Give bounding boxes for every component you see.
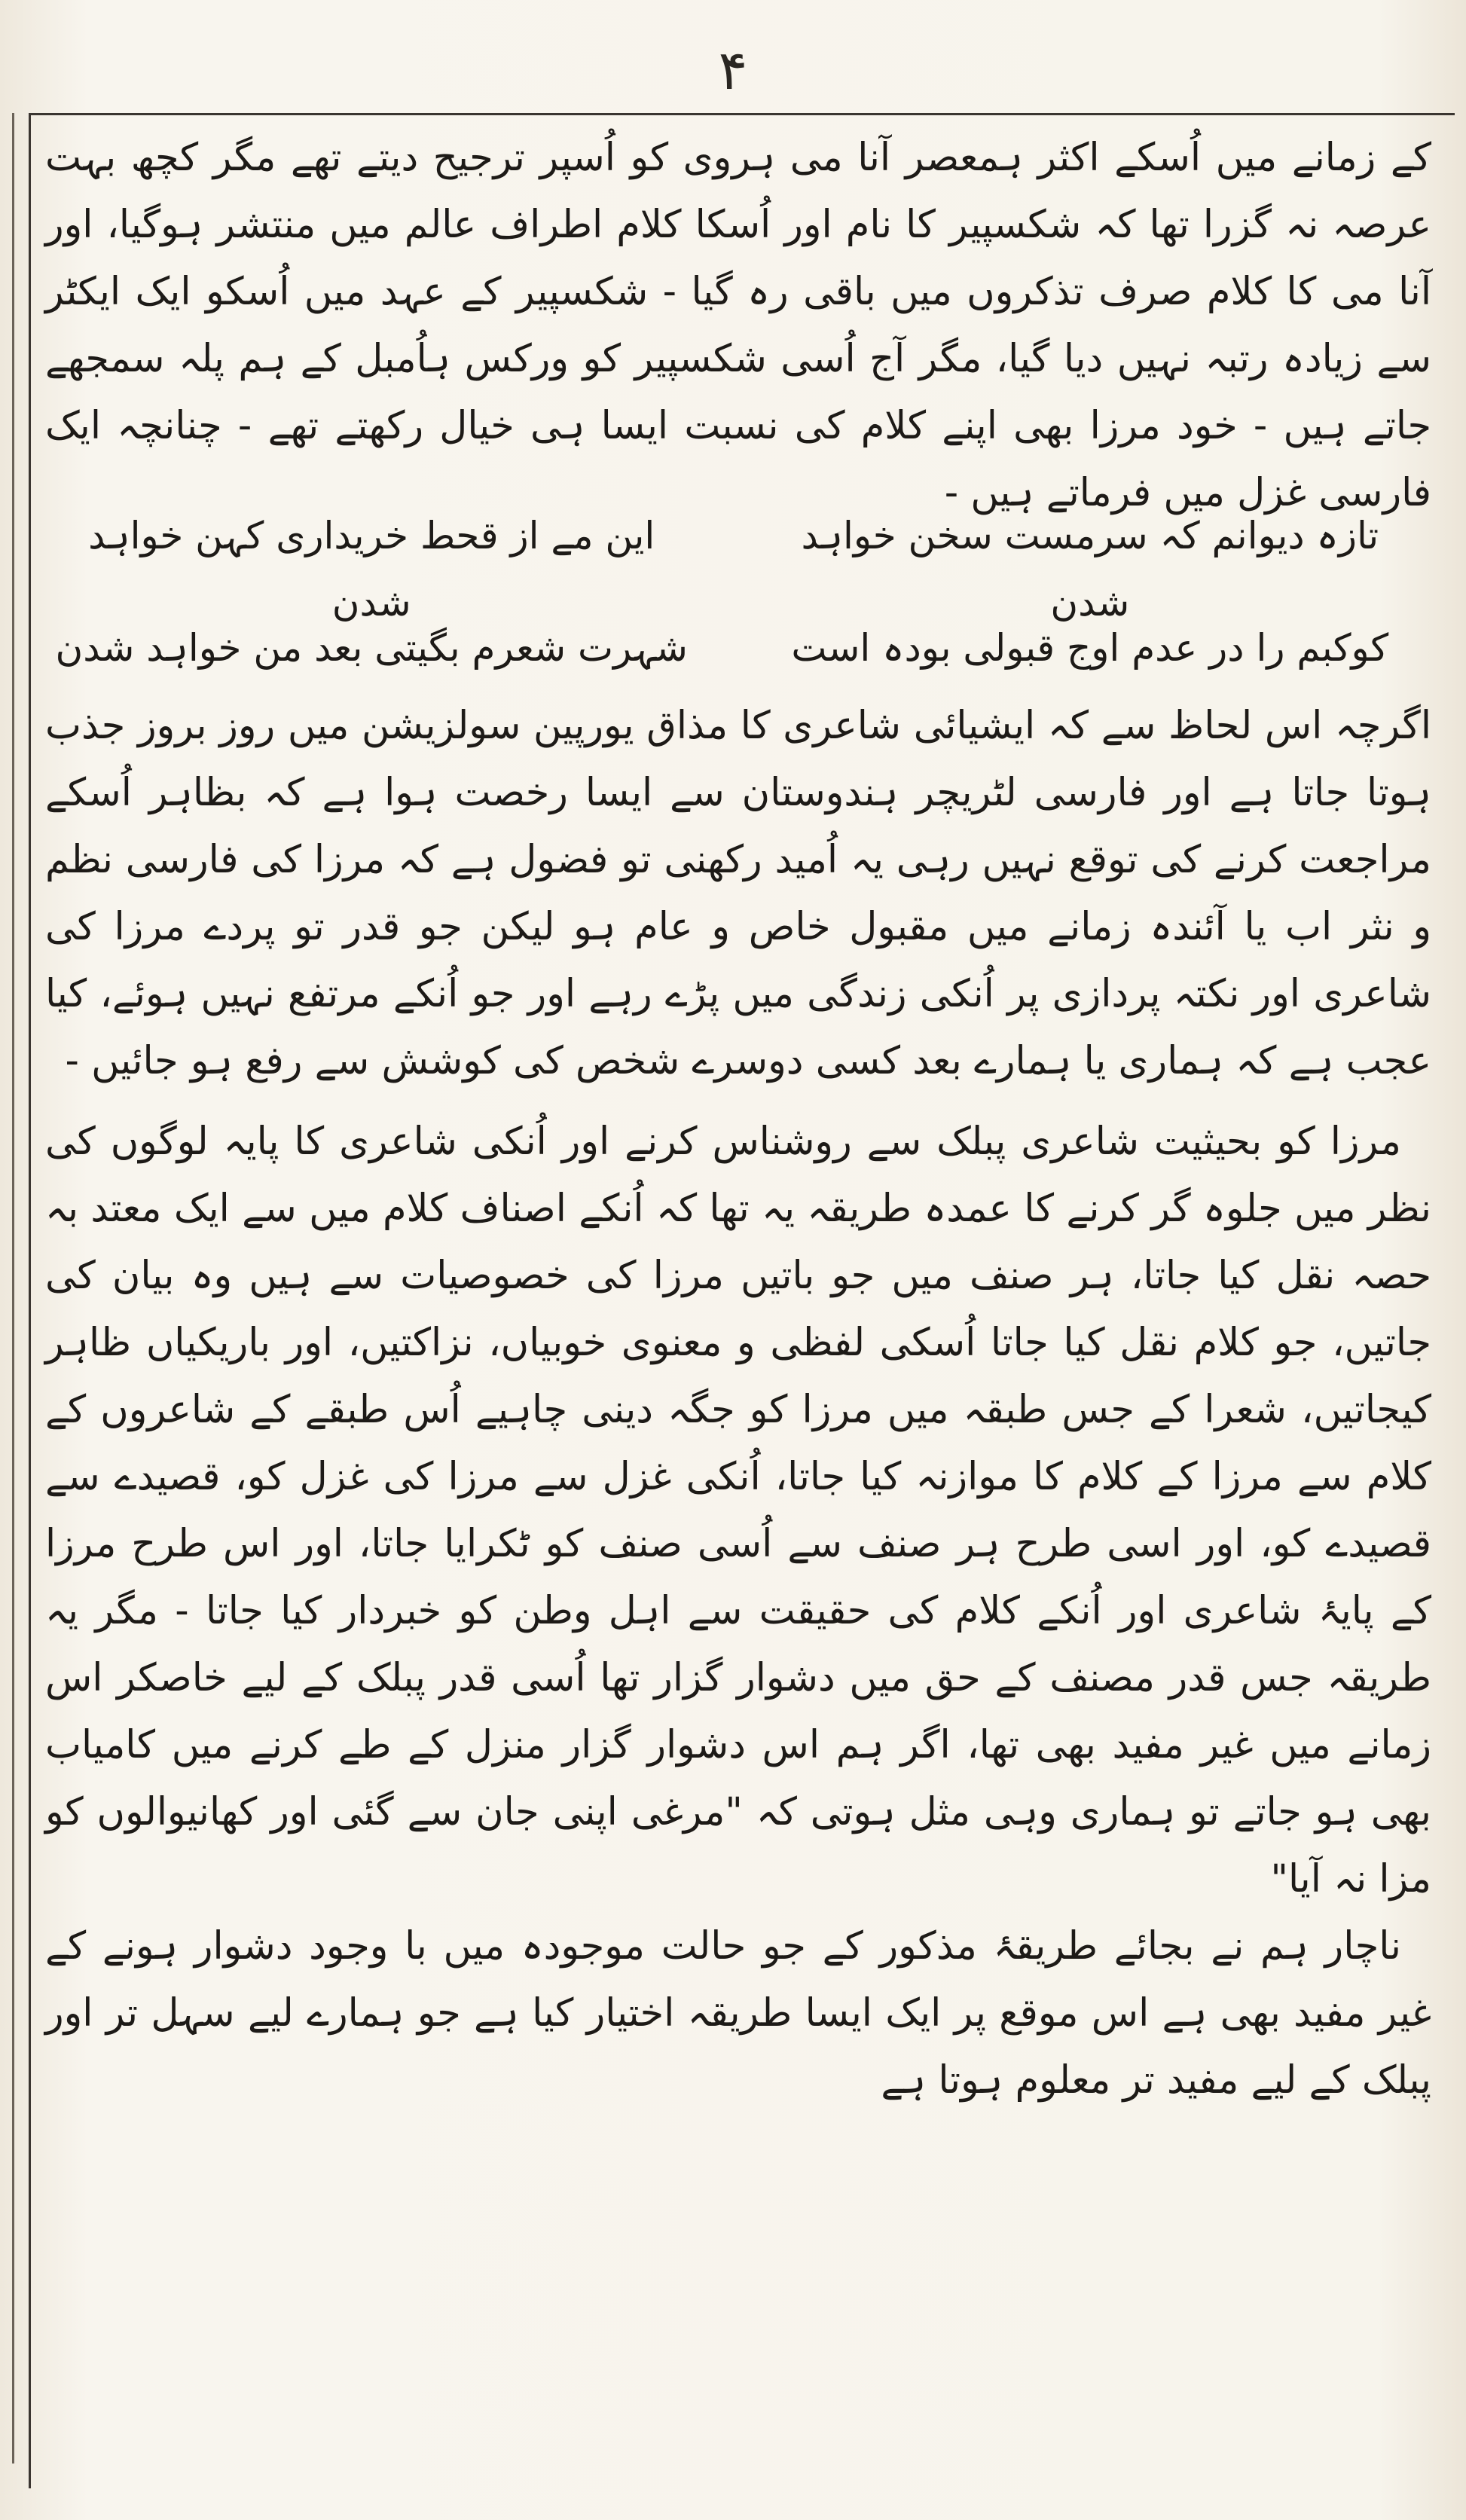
page-number: ۴ <box>718 38 748 102</box>
verse-couplet-1 <box>45 513 1431 625</box>
verse-misra: تازہ دیوانم کہ سرمست سخن خواہد شدن <box>801 513 1379 625</box>
verse-misra: این مے از قحط خریداری کہن خواہد شدن <box>88 513 655 625</box>
page-body <box>45 124 1431 2114</box>
persian-verse <box>45 513 1431 688</box>
verse-couplet-2 <box>45 609 1431 688</box>
paragraph-intro: کے زمانے میں اُسکے اکثر ہمعصر آنا می ہروی کو اُسپر ترجیح دیتے تھے مگر کچھ بہت عرصہ نہ گزرا تھا کہ شکسپیر کا نام اور اُسکا کلام اطراف عالم میں منتشر ہوگیا، اور آنا می کا کلام صرف تذکروں میں باقی رہ گیا - شکسپیر کے عہد میں اُسکو ایک ایکٹر سے زیادہ رتبہ نہیں دیا گیا، مگر آج اُسی شکسپیر کو ورکس ہاُمبل کے ہم پلہ سمجھے جاتے ہیں - خود مرزا بھی اپنے کلام کی نسبت ایسا ہی خیال رکھتے تھے - چنانچہ ایک فارسی غزل میں فرماتے ہیں - <box>45 136 1431 515</box>
verse-misra: شہرت شعرم بگیتی بعد من خواہد شدن <box>55 626 688 670</box>
paragraph-mirza-tariqa: مرزا کو بحیثیت شاعری پبلک سے روشناس کرنے اور اُنکی شاعری کا پایہ لوگوں کی نظر میں جلوہ گر کرنے کا عمدہ طریقہ یہ تھا کہ اُنکے اصناف کلام میں سے ایک معتد بہ حصہ نقل کیا جاتا، ہر صنف میں جو باتیں مرزا کی خصوصیات سے ہیں وہ بیان کی جاتیں، جو کلام نقل کیا جاتا اُسکی لفظی و معنوی خوبیاں، نزاکتیں، اور باریکیاں ظاہر کیجاتیں، شعرا کے جس طبقہ میں مرزا کو جگہ دینی چاہیے اُس طبقے کے شاعروں کے کلام سے مرزا کے کلام کا موازنہ کیا جاتا، اُنکی غزل سے مرزا کی غزل کو، قصیدے سے قصیدے کو، اور اسی طرح ہر صنف سے اُسی صنف کو ٹکرایا جاتا، اور اس طرح مرزا کے پایۂ شاعری اور اُنکے کلام کی حقیقت سے اہل وطن کو خبردار کیا جاتا - مگر یہ طریقہ جس قدر مصنف کے حق میں دشوار گزار تھا اُسی قدر پبلک کے لیے خاصکر اس زمانے میں غیر مفید بھی تھا، اگر ہم اس دشوار گزار منزل کے طے کرنے میں کامیاب بھی ہو جاتے تو ہماری وہی مثل ہوتی کہ "مرغی اپنی جان سے گئی اور کھانیوالوں کو مزا نہ آیا" <box>45 1119 1431 1901</box>
paragraph-ashiyai-shairi: اگرچہ اس لحاظ سے کہ ایشیائی شاعری کا مذاق یورپین سولزیشن میں روز بروز جذب ہوتا جاتا ہے اور فارسی لٹریچر ہندوستان سے ایسا رخصت ہوا ہے کہ بظاہر اُسکے مراجعت کرنے کی توقع نہیں رہی یہ اُمید رکھنی تو فضول ہے کہ مرزا کی فارسی نظم و نثر اب یا آئندہ زمانے میں مقبول خاص و عام ہو لیکن جو قدر تو پردے مرزا کی شاعری اور نکتہ پردازی پر اُنکی زندگی میں پڑے رہے اور جو اُنکے مرتفع نہیں ہوئے، کیا عجب ہے کہ ہماری یا ہمارے بعد کسی دوسرے شخص کی کوشش سے رفع ہو جائیں - <box>45 704 1431 1083</box>
page-border-inner-rule <box>12 113 14 2463</box>
paragraph-gap <box>45 1095 1431 1108</box>
verse-misra: کوکبم را در عدم اوج قبولی بودہ است <box>791 626 1389 670</box>
paragraph-nachar: ناچار ہم نے بجائے طریقۂ مذکور کے جو حالت موجودہ میں با وجود دشوار ہونے کے غیر مفید بھی ہے اس موقع پر ایک ایسا طریقہ اختیار کیا ہے جو ہمارے لیے سہل تر اور پبلک کے لیے مفید تر معلوم ہوتا ہے <box>45 1924 1431 2103</box>
